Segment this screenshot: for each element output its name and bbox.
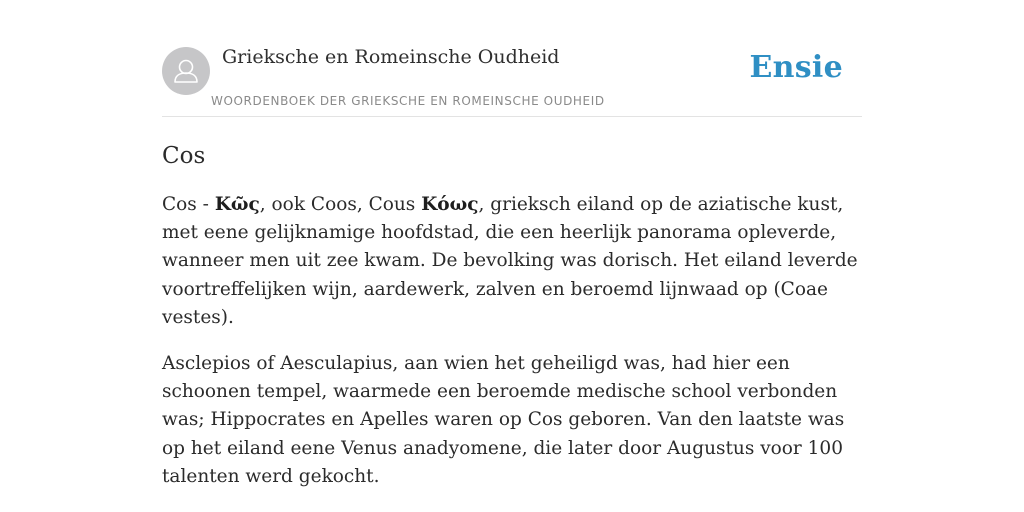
paragraph-text: , ook Coos, Cous xyxy=(259,194,422,215)
paragraph-text: Cos - xyxy=(162,194,215,215)
source-avatar[interactable] xyxy=(162,47,210,95)
paragraph-text: , grieksch eiland op de aziatische kust, met eene gelijknamige hoofdstad, die een heerlijk panorama opleverde, wanneer men uit zee kwam. De bevolking was dorisch. Het eiland leverde voortreffelijken wijn, aardewerk, zalven en beroemd lijnwaad op (Coae vestes). xyxy=(162,194,858,328)
greek-term: Κῶς xyxy=(214,194,260,215)
source-subtitle: WOORDENBOEK DER GRIEKSCHE EN ROMEINSCHE OUDHEID xyxy=(211,94,605,108)
entry-paragraph: Asclepios of Aesculapius, aan wien het geheiligd was, had hier een schoonen tempel, waarmede een beroemde medische school verbonden was; Hippocrates en Apelles waren op Cos geboren. Van den laatste was op het eiland eene Venus anadyomene, die later door Augustus voor 100 talenten werd gekocht. xyxy=(162,353,845,487)
user-icon xyxy=(162,47,210,95)
entry-title: Cos xyxy=(162,143,206,169)
ensie-logo-link[interactable]: Ensie xyxy=(749,50,843,85)
source-title[interactable]: Grieksche en Romeinsche Oudheid xyxy=(222,46,560,68)
entry-header xyxy=(162,40,862,117)
greek-term: Κόως xyxy=(421,194,479,215)
entry-paragraph xyxy=(162,191,862,332)
entry-card xyxy=(162,40,862,491)
